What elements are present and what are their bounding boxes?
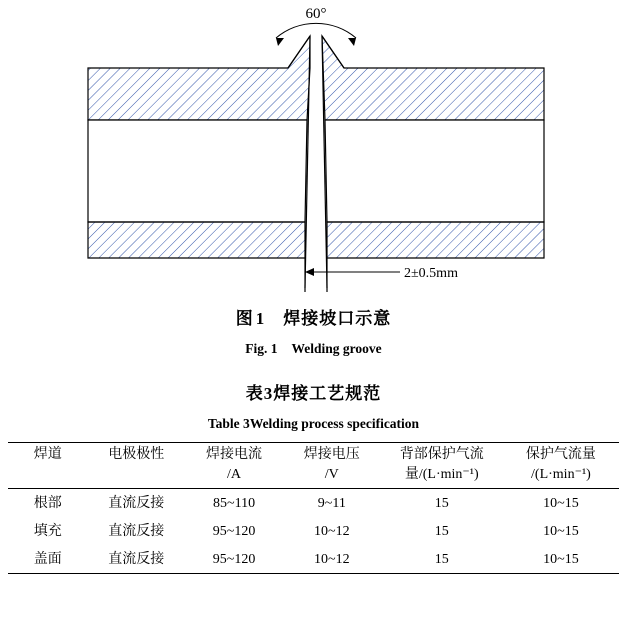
col-header-polarity-l1: 电极极性 <box>108 447 165 462</box>
cell-shield-gas: 10~15 <box>543 495 579 511</box>
cell-voltage: 10~12 <box>314 523 350 539</box>
col-header-back-gas-l2: 量/(L·min⁻¹) <box>404 467 479 483</box>
cell-back-gas: 15 <box>434 551 449 567</box>
table-head <box>8 443 619 489</box>
plate-middle-right <box>325 120 544 222</box>
cell-shield-gas: 10~15 <box>543 523 579 539</box>
col-header-pass-l1: 焊道 <box>33 447 62 462</box>
plate-upper-left <box>88 36 310 120</box>
cell-current: 85~110 <box>213 495 256 511</box>
figure-welding-groove <box>0 0 627 300</box>
table-caption-cn-title: 焊接工艺规范 <box>273 384 382 403</box>
table-caption-en <box>0 416 627 432</box>
angle-dimension <box>276 23 356 46</box>
col-header-back-gas-l1: 背部保护气流 <box>399 447 484 462</box>
cell-pass: 根部 <box>33 495 62 511</box>
table-header-row <box>8 443 619 489</box>
figure-caption-cn-prefix: 图 <box>235 309 254 328</box>
plate-middle-left <box>88 120 307 222</box>
plate-upper-right <box>322 36 544 120</box>
table-row <box>8 517 619 545</box>
cell-shield-gas: 10~15 <box>543 551 579 567</box>
angle-label: 60° <box>305 6 327 22</box>
col-header-polarity <box>87 443 185 489</box>
col-header-shield-gas-l1: 保护气流量 <box>525 447 596 462</box>
col-header-pass <box>8 443 87 489</box>
table-caption-en-prefix: Table 3 <box>207 416 250 431</box>
col-header-current-l2: /A <box>227 467 242 483</box>
cell-voltage: 10~12 <box>314 551 350 567</box>
cell-polarity: 直流反接 <box>108 551 165 567</box>
table-caption-cn <box>0 379 627 404</box>
table-caption-block <box>0 379 627 432</box>
cell-polarity: 直流反接 <box>108 495 165 511</box>
cell-back-gas: 15 <box>434 523 449 539</box>
figure-caption-cn-title: 焊接坡口示意 <box>283 309 392 328</box>
cell-pass: 填充 <box>33 523 62 539</box>
table-caption-en-title: Welding process specification <box>249 416 420 431</box>
col-header-voltage-l2: /V <box>324 467 339 483</box>
welding-spec-table <box>8 442 619 574</box>
col-header-shield-gas-l2: /(L·min⁻¹) <box>531 467 591 483</box>
figure-caption-en-title: Welding groove <box>291 341 382 356</box>
cell-pass: 盖面 <box>33 551 62 567</box>
table-row <box>8 545 619 574</box>
gap-dimension <box>305 268 400 276</box>
table-row <box>8 488 619 517</box>
cell-voltage: 9~11 <box>317 495 346 511</box>
groove-svg <box>0 0 627 300</box>
figure-caption-cn-number: 1 <box>255 309 266 328</box>
table-caption-cn-prefix: 表 <box>245 384 264 403</box>
col-header-voltage-l1: 焊接电压 <box>303 447 360 462</box>
figure-caption-en-prefix: Fig. 1 <box>245 341 278 356</box>
col-header-current-l1: 焊接电流 <box>206 447 263 462</box>
cell-current: 95~120 <box>212 523 256 539</box>
plate-lower-right <box>327 222 544 258</box>
table-body <box>8 488 619 573</box>
col-header-back-gas <box>381 443 503 489</box>
cell-current: 95~120 <box>212 551 256 567</box>
figure-caption-block <box>0 304 627 357</box>
col-header-voltage <box>283 443 381 489</box>
table-caption-cn-number: 3 <box>263 384 274 403</box>
spec-table-wrap <box>8 442 619 574</box>
col-header-current <box>185 443 283 489</box>
cell-back-gas: 15 <box>434 495 449 511</box>
plate-lower-left <box>88 222 305 258</box>
figure-caption-en <box>0 341 627 357</box>
figure-caption-cn <box>0 304 627 329</box>
gap-label: 2±0.5mm <box>404 266 458 281</box>
cell-polarity: 直流反接 <box>108 523 165 539</box>
col-header-shield-gas <box>503 443 619 489</box>
